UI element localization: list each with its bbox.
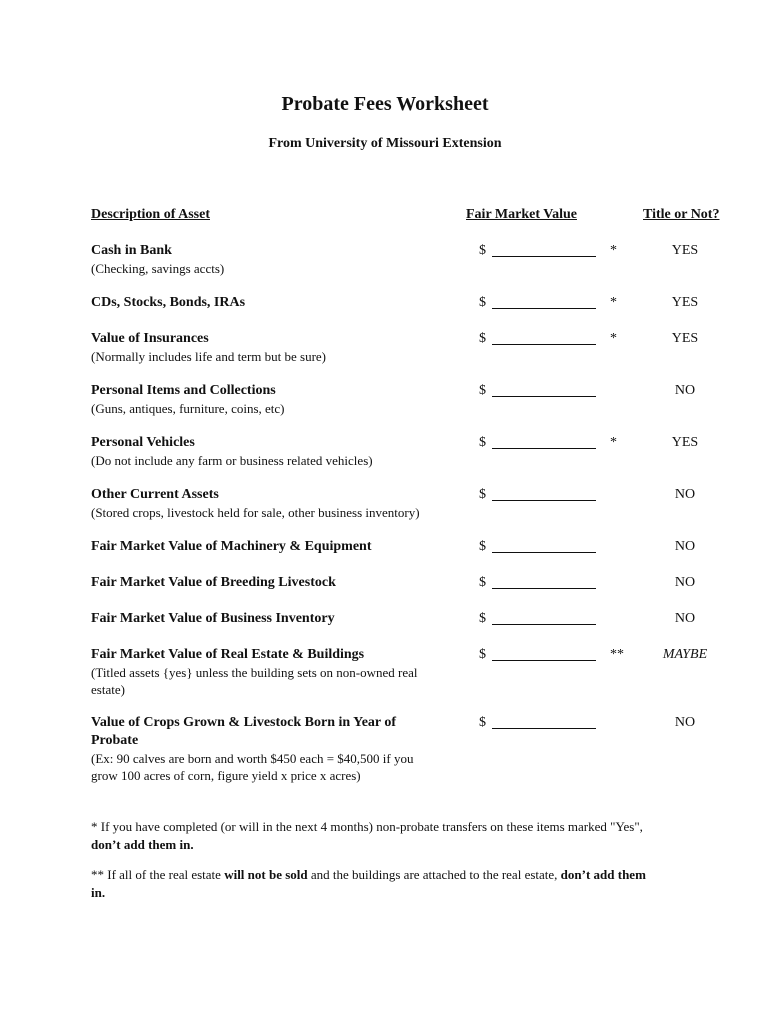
- title-status: MAYBE: [662, 647, 708, 662]
- footnote-text: * If you have completed (or will in the next 4 months) non-probate transfers on these items marked "Yes",: [91, 819, 643, 834]
- title-status: NO: [674, 575, 696, 590]
- asset-label: [91, 242, 443, 277]
- value-entry-line[interactable]: [492, 552, 596, 553]
- title-status: NO: [674, 487, 696, 502]
- asset-label: [91, 538, 443, 556]
- column-header-fair-market-value: Fair Market Value: [466, 207, 577, 222]
- footnote-mark: *: [610, 243, 617, 258]
- footnote-text: ** If all of the real estate: [91, 867, 225, 882]
- dollar-sign: $: [479, 243, 486, 258]
- column-header-description: Description of Asset: [91, 207, 210, 222]
- footnote-emphasis: don’t add them in.: [91, 867, 646, 900]
- dollar-sign: $: [479, 435, 486, 450]
- asset-label: [91, 382, 443, 417]
- footnote-mark: **: [610, 647, 624, 662]
- value-entry-line[interactable]: [492, 500, 596, 501]
- title-status: YES: [671, 331, 699, 346]
- asset-name: Cash in Bank: [91, 243, 172, 258]
- footnote-mark: *: [610, 295, 617, 310]
- value-entry-line[interactable]: [492, 396, 596, 397]
- footnote-mark: *: [610, 331, 617, 346]
- asset-label: [91, 330, 443, 365]
- asset-note: (Ex: 90 calves are born and worth $450 each = $40,500 if you grow 100 acres of corn, figure yield x price x acres): [91, 751, 414, 783]
- asset-name: Fair Market Value of Machinery & Equipment: [91, 539, 372, 554]
- asset-label: [91, 574, 443, 592]
- asset-name: Personal Vehicles: [91, 435, 195, 450]
- dollar-sign: $: [479, 295, 486, 310]
- asset-note: (Guns, antiques, furniture, coins, etc): [91, 401, 285, 416]
- dollar-sign: $: [479, 383, 486, 398]
- asset-note: (Normally includes life and term but be sure): [91, 349, 327, 364]
- dollar-sign: $: [479, 331, 486, 346]
- dollar-sign: $: [479, 487, 486, 502]
- asset-label: [91, 610, 443, 628]
- dollar-sign: $: [479, 715, 486, 730]
- footnote-emphasis: don’t add them in.: [91, 837, 194, 852]
- asset-label: [91, 294, 443, 312]
- column-header-title: Title or Not?: [643, 207, 720, 222]
- title-status: NO: [674, 539, 696, 554]
- asset-name: Personal Items and Collections: [91, 383, 276, 398]
- value-entry-line[interactable]: [492, 660, 596, 661]
- asset-note: (Checking, savings accts): [91, 261, 225, 276]
- title-status: YES: [671, 243, 699, 258]
- value-entry-line[interactable]: [492, 308, 596, 309]
- asset-name: Fair Market Value of Real Estate & Buildings: [91, 647, 365, 662]
- asset-label: [91, 646, 443, 698]
- asset-name: Fair Market Value of Breeding Livestock: [91, 575, 336, 590]
- title-status: NO: [674, 715, 696, 730]
- asset-name: Value of Crops Grown & Livestock Born in Year of Probate: [91, 715, 397, 748]
- value-entry-line[interactable]: [492, 588, 596, 589]
- value-entry-line[interactable]: [492, 256, 596, 257]
- asset-label: [91, 714, 443, 784]
- value-entry-line[interactable]: [492, 344, 596, 345]
- footnote-text: and the buildings are attached to the real estate,: [307, 867, 561, 882]
- asset-label: [91, 486, 443, 521]
- asset-label: [91, 434, 443, 469]
- asset-name: Value of Insurances: [91, 331, 209, 346]
- page-title: Probate Fees Worksheet: [281, 93, 489, 115]
- asset-name: CDs, Stocks, Bonds, IRAs: [91, 295, 246, 310]
- dollar-sign: $: [479, 611, 486, 626]
- dollar-sign: $: [479, 539, 486, 554]
- title-status: YES: [671, 435, 699, 450]
- asset-note: (Titled assets {yes} unless the building sets on non-owned real estate): [91, 665, 418, 697]
- title-status: YES: [671, 295, 699, 310]
- value-entry-line[interactable]: [492, 728, 596, 729]
- title-status: NO: [674, 611, 696, 626]
- value-entry-line[interactable]: [492, 624, 596, 625]
- value-entry-line[interactable]: [492, 448, 596, 449]
- dollar-sign: $: [479, 575, 486, 590]
- dollar-sign: $: [479, 647, 486, 662]
- asset-note: (Do not include any farm or business related vehicles): [91, 453, 373, 468]
- footnote-double-asterisk: [91, 866, 661, 902]
- footnote-single-asterisk: [91, 818, 661, 854]
- title-status: NO: [674, 383, 696, 398]
- asset-name: Other Current Assets: [91, 487, 219, 502]
- asset-name: Fair Market Value of Business Inventory: [91, 611, 335, 626]
- footnote-emphasis: will not be sold: [224, 867, 308, 882]
- asset-note: (Stored crops, livestock held for sale, other business inventory): [91, 505, 420, 520]
- footnote-mark: *: [610, 435, 617, 450]
- page-subtitle: From University of Missouri Extension: [268, 136, 502, 151]
